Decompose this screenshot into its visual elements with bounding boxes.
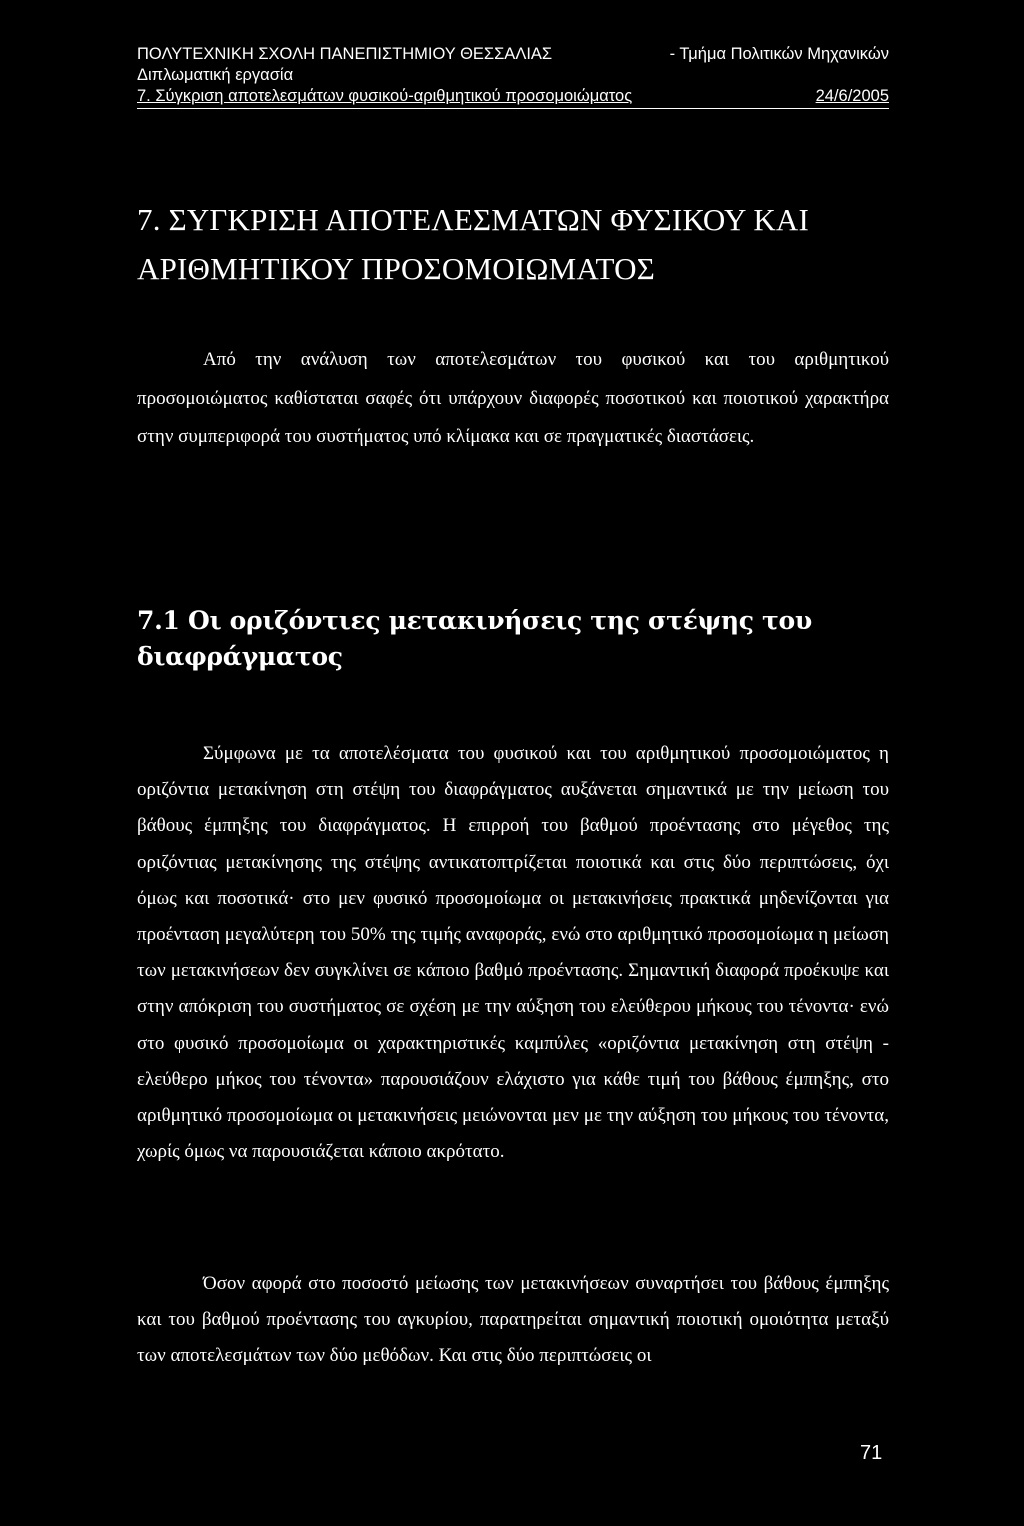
chapter-title-line-1: 7. ΣΥΓΚΡΙΣΗ ΑΠΟΤΕΛΕΣΜΑΤΩΝ ΦΥΣΙΚΟΥ ΚΑΙ (137, 202, 810, 237)
page-header (137, 44, 889, 107)
header-rule (137, 108, 889, 109)
header-institution: ΠΟΛΥΤΕΧΝΙΚΗ ΣΧΟΛΗ ΠΑΝΕΠΙΣΤΗΜΙΟΥ ΘΕΣΣΑΛΙΑΣ (137, 45, 553, 63)
header-row-1 (137, 44, 889, 65)
section-title: 7.1 Οι οριζόντιες μετακινήσεις της στέψης του διαφράγματος (137, 606, 812, 671)
chapter-title (137, 195, 897, 293)
section-paragraph-1: Σύμφωνα με τα αποτελέσματα του φυσικού και του αριθμητικού προσομοιώματος η οριζόντια μετακίνηση στη στέψη του διαφράγματος αυξάνεται σημαντικά με την μείωση του βάθους έμπηξης του διαφράγματος. Η επιρροή του βαθμού προέντασης στο μέγεθος της οριζόντιας μετακίνησης της στέψης αντικατοπτρίζεται ποιοτικά και στις δύο περιπτώσεις, όχι όμως και ποσοτικά· στο μεν φυσικό προσομοίωμα οι μετακινήσεις πρακτικά μηδενίζονται για προένταση μεγαλύτερη του 50% της τιμής αναφοράς, ενώ στο αριθμητικό προσομοίωμα η μείωση των μετακινήσεων δεν συγκλίνει σε κάποιο βαθμό προέντασης. Σημαντική διαφορά προέκυψε και στην απόκριση του συστήματος σε σχέση με την αύξηση του ελεύθερου μήκους του τένοντα· ενώ στο φυσικό προσομοίωμα οι χαρακτηριστικές καμπύλες «οριζόντια μετακίνηση στη στέψη - ελεύθερο μήκος του τένοντα» παρουσιάζουν ελάχιστο για κάθε τιμή του βάθους έμπηξης, στο αριθμητικό προσομοίωμα οι μετακινήσεις μειώνονται μεν με την αύξηση του μήκους του τένοντα, χωρίς όμως να παρουσιάζεται κάποιο ακρότατο. (137, 743, 889, 1163)
header-department: - Τμήμα Πολιτικών Μηχανικών (669, 45, 889, 63)
chapter-title-line-2: ΑΡΙΘΜΗΤΙΚΟΥ ΠΡΟΣΟΜΟΙΩΜΑΤΟΣ (137, 251, 655, 286)
intro-paragraph (137, 341, 889, 457)
intro-paragraph-text: Από την ανάλυση των αποτελεσμάτων του φυσικού και του αριθμητικού προσομοιώματος καθίσταται σαφές ότι υπάρχουν διαφορές ποσοτικού και ποιοτικού χαρακτήρα στην συμπεριφορά του συστήματος υπό κλίμακα και σε πραγματικές διαστάσεις. (137, 349, 889, 447)
header-row-2 (137, 65, 889, 86)
header-row-3 (137, 86, 889, 107)
page-number: 71 (860, 1442, 883, 1464)
header-date: 24/6/2005 (815, 87, 889, 105)
header-doc-type: Διπλωματική εργασία (137, 66, 294, 84)
section-paragraph-2: Όσον αφορά στο ποσοστό μείωσης των μετακινήσεων συναρτήσει του βάθους έμπηξης και του βαθμού προέντασης του αγκυρίου, παρατηρείται σημαντική ποιοτική ομοιότητα μεταξύ των αποτελεσμάτων των δύο μεθόδων. Και στις δύο περιπτώσεις οι (137, 1273, 889, 1367)
header-chapter-ref: 7. Σύγκριση αποτελεσμάτων φυσικού-αριθμητικού προσομοιώματος (137, 87, 633, 105)
